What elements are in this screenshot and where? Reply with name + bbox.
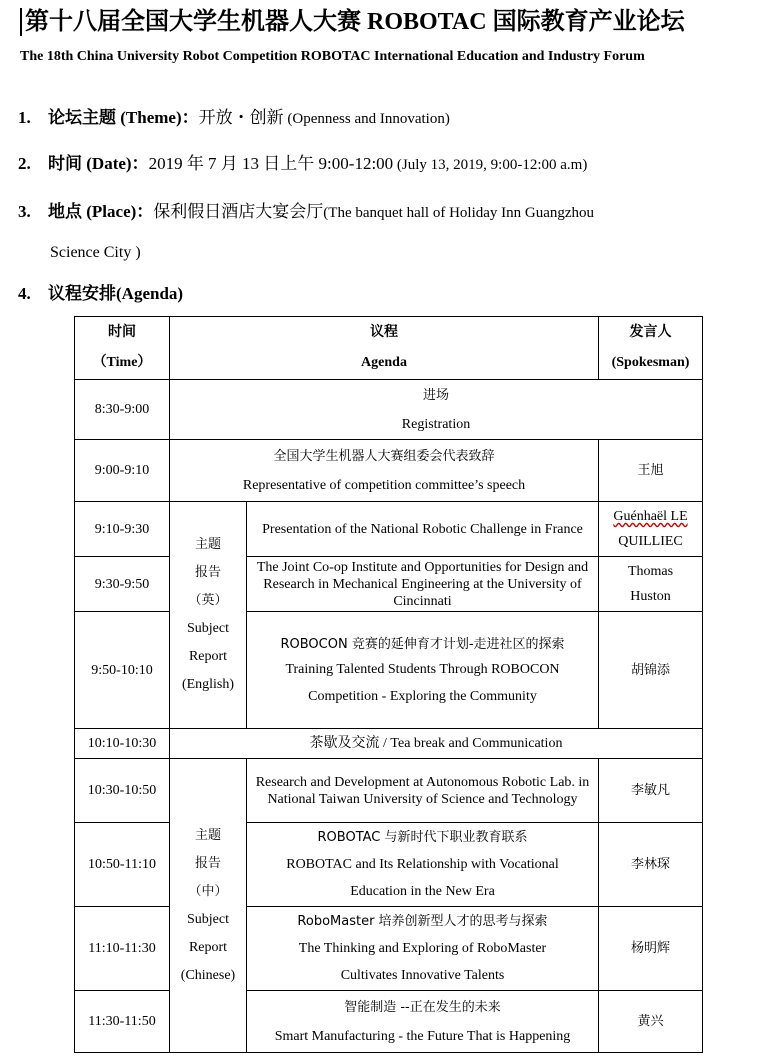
row-speaker: 李敏凡 (599, 759, 703, 823)
page-title-en: The 18th China University Robot Competition ROBOTAC International Education and Industry Forum (20, 49, 645, 64)
row-agenda: Presentation of the National Robotic Challenge in France (247, 502, 599, 557)
row-time: 10:10-10:30 (75, 729, 170, 759)
item-agenda (18, 283, 183, 305)
row-time: 10:50-11:10 (75, 823, 170, 907)
row-agenda: RoboMaster 培养创新型人才的思考与探索 The Thinking and Exploring of RoboMaster Cultivates Innovative Talents (247, 907, 599, 991)
item-theme (18, 107, 450, 130)
row-time: 9:50-10:10 (75, 612, 170, 729)
item-value-en: (Openness and Innovation) (283, 111, 450, 127)
agenda-table (74, 316, 703, 1053)
item-label: 时间 (Date)： (48, 154, 149, 173)
item-label: 论坛主题 (Theme)： (48, 108, 199, 127)
row-speaker: Thomas Huston (599, 557, 703, 612)
item-value-en: (July 13, 2019, 9:00-12:00 a.m) (393, 157, 588, 173)
row-time: 9:10-9:30 (75, 502, 170, 557)
row-speaker: 黄兴 (599, 991, 703, 1053)
category-english: 主题 报告 （英） Subject Report (English) (170, 502, 247, 729)
row-speaker: Guénhaël LE QUILLIEC (599, 502, 703, 557)
table-row (75, 991, 703, 1053)
row-agenda: ROBOCON 竞赛的延伸育才计划-走进社区的探索 Training Talented Students Through ROBOCON Competition - Exploring the Community (247, 612, 599, 729)
row-agenda: 全国大学生机器人大赛组委会代表致辞 Representative of competition committee’s speech (170, 440, 599, 502)
row-speaker: 杨明辉 (599, 907, 703, 991)
row-time: 10:30-10:50 (75, 759, 170, 823)
row-time: 9:30-9:50 (75, 557, 170, 612)
table-row (75, 612, 703, 729)
item-value-en: (The banquet hall of Holiday Inn Guangzhou (323, 205, 595, 221)
page-title-zh: 第十八届全国大学生机器人大赛 ROBOTAC 国际教育产业论坛 (20, 8, 765, 36)
item-value: 保利假日酒店大宴会厅 (153, 202, 324, 221)
header-speaker: 发言人 (Spokesman) (599, 317, 703, 380)
row-agenda: Research and Development at Autonomous Robotic Lab. in National Taiwan University of Science and Technology (247, 759, 599, 823)
row-time: 8:30-9:00 (75, 380, 170, 440)
table-header-row (75, 317, 703, 380)
row-time: 11:30-11:50 (75, 991, 170, 1053)
table-row (75, 729, 703, 759)
table-row (75, 823, 703, 907)
row-agenda: ROBOTAC 与新时代下职业教育联系 ROBOTAC and Its Relationship with Vocational Education in the New Era (247, 823, 599, 907)
row-agenda: The Joint Co-op Institute and Opportunities for Design and Research in Mechanical Engineering at the University of Cincinnati (247, 557, 599, 612)
item-value: 开放・创新 (198, 108, 284, 127)
item-label: 地点 (Place)： (48, 202, 154, 221)
table-row (75, 440, 703, 502)
item-number: 1. (18, 108, 31, 127)
item-place (18, 201, 594, 224)
category-chinese: 主题 报告 （中） Subject Report (Chinese) (170, 759, 247, 1053)
row-time: 11:10-11:30 (75, 907, 170, 991)
table-row (75, 380, 703, 440)
header-time: 时间 （Time） (75, 317, 170, 380)
header-agenda: 议程 Agenda (170, 317, 599, 380)
row-speaker: 胡锦添 (599, 612, 703, 729)
item-number: 3. (18, 202, 31, 221)
row-agenda: 智能制造 --正在发生的未来 Smart Manufacturing - the Future That is Happening (247, 991, 599, 1053)
item-value: 2019 年 7 月 13 日上午 9:00-12:00 (148, 154, 394, 173)
item-label: 议程安排(Agenda) (48, 284, 184, 303)
row-speaker: 李林琛 (599, 823, 703, 907)
row-agenda: 茶歇及交流 / Tea break and Communication (170, 729, 703, 759)
table-row (75, 759, 703, 823)
item-number: 2. (18, 154, 31, 173)
row-speaker: 王旭 (599, 440, 703, 502)
table-row (75, 907, 703, 991)
table-row (75, 557, 703, 612)
item-number: 4. (18, 284, 31, 303)
item-date (18, 153, 587, 176)
row-time: 9:00-9:10 (75, 440, 170, 502)
table-row (75, 502, 703, 557)
item-place-continuation: Science City ) (50, 244, 141, 261)
row-agenda: 进场 Registration (170, 380, 703, 440)
